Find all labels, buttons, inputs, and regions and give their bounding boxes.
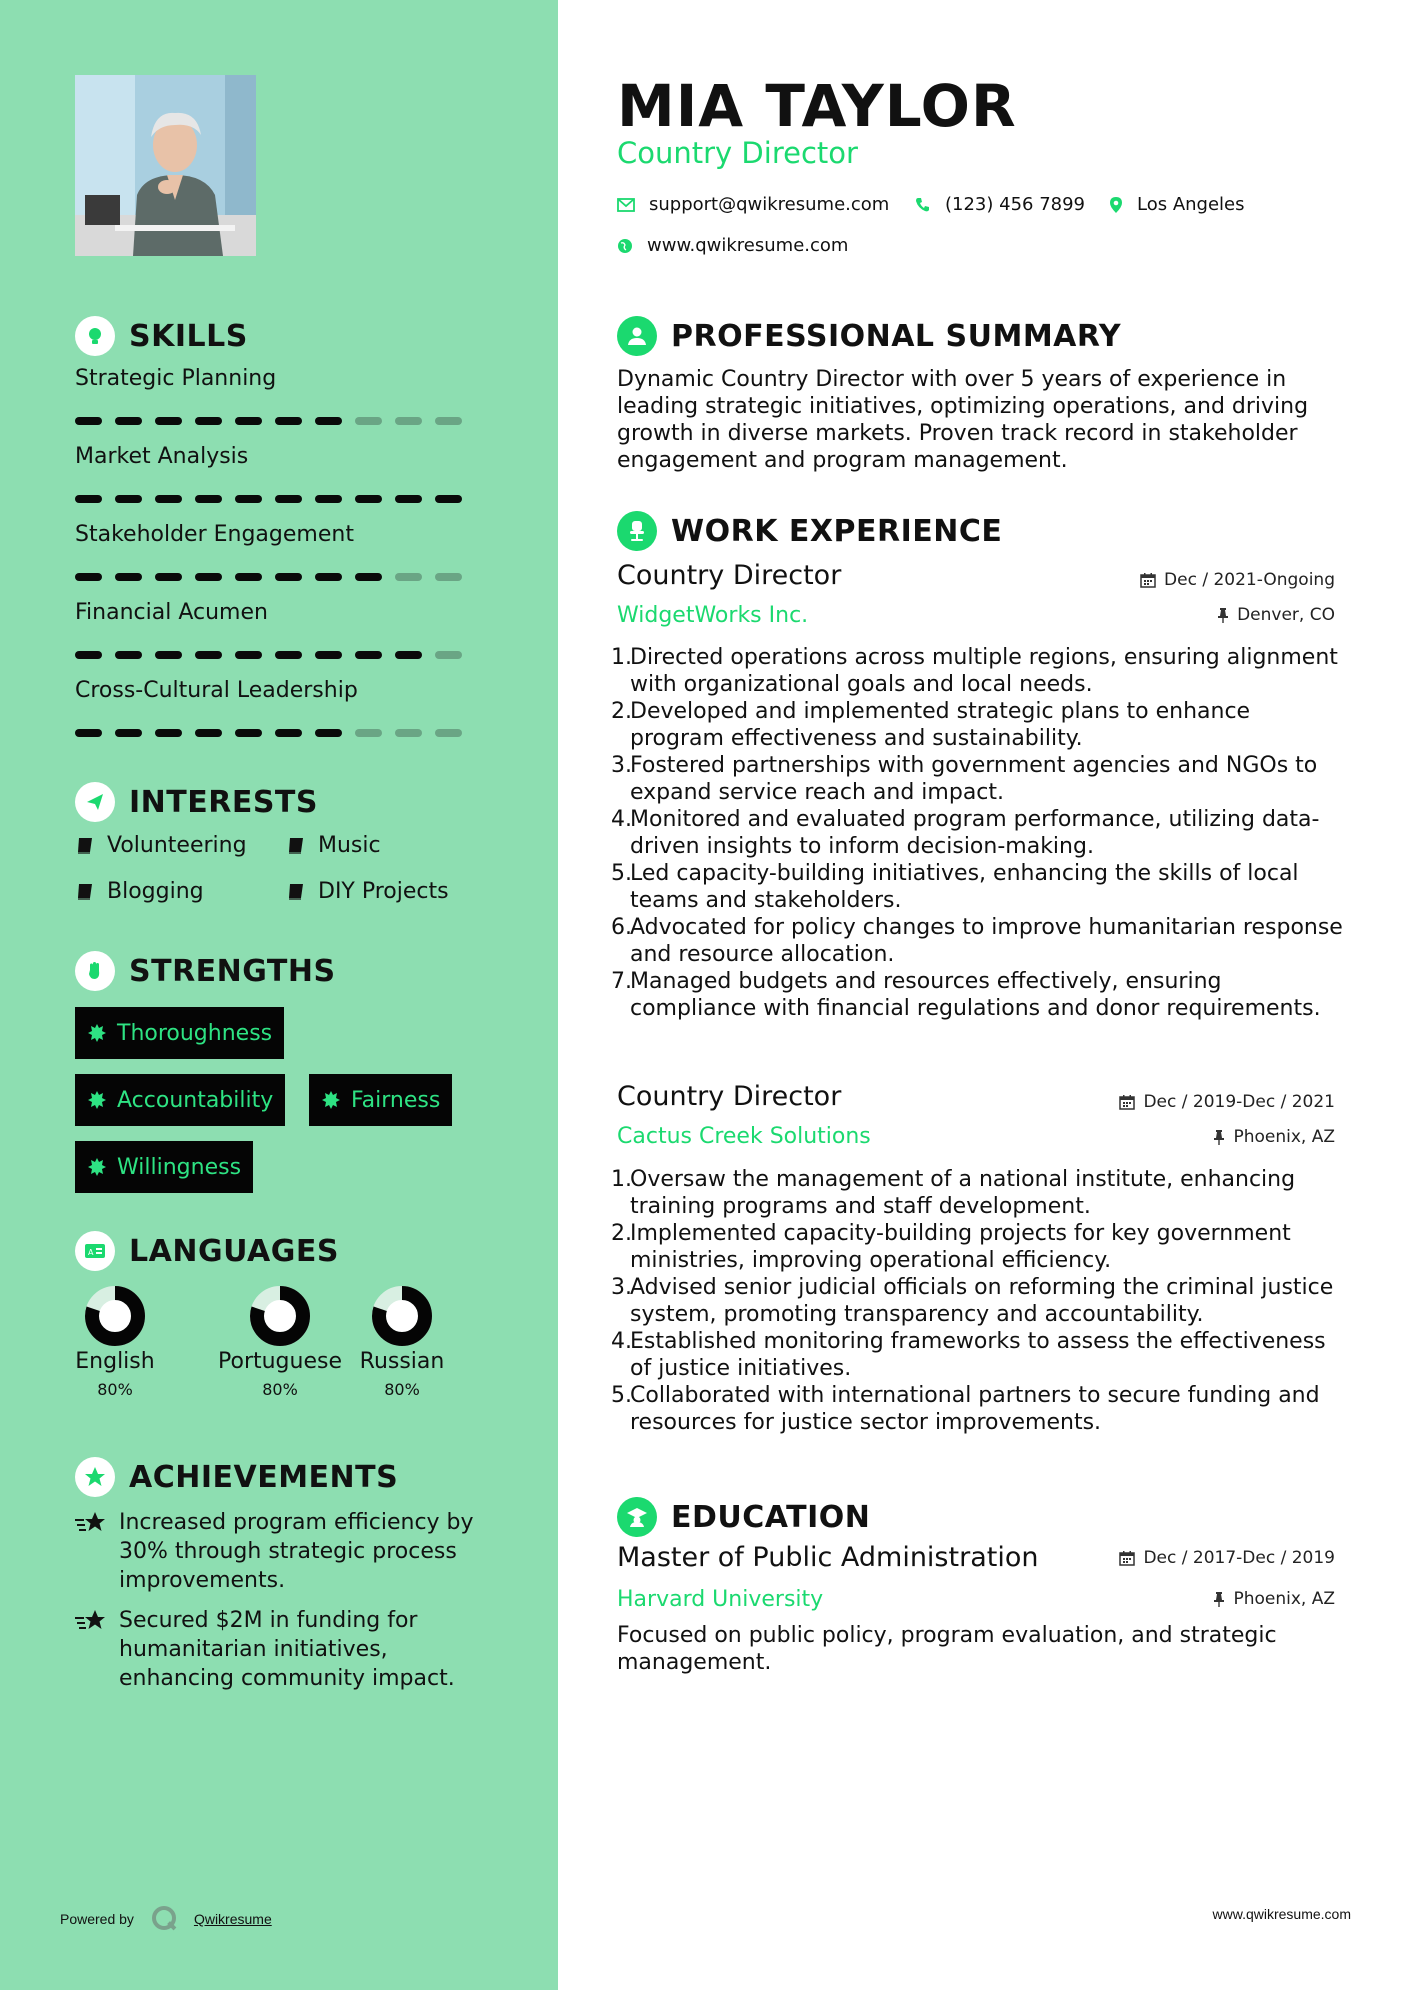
skill-bar xyxy=(75,729,462,737)
badge-icon xyxy=(87,1023,107,1043)
interest-item xyxy=(286,833,381,858)
skill-segment xyxy=(395,417,422,425)
skill-segment xyxy=(435,495,462,503)
skill-segment xyxy=(395,573,422,581)
powered-by xyxy=(60,1904,272,1934)
skill-segment xyxy=(155,417,182,425)
skill-segment xyxy=(115,651,142,659)
job-bullet-text: Managed budgets and resources effectively, ensuring compliance with financial regulations and donor requirements. xyxy=(630,969,1321,1021)
skill-bar xyxy=(75,495,462,503)
job-bullet: 3. Fostered partnerships with government agencies and NGOs to expand service reach and impact. xyxy=(617,752,1347,806)
strength-badge xyxy=(75,1141,253,1193)
languages-title: LANGUAGES xyxy=(129,1233,339,1269)
skill-segment xyxy=(275,651,302,659)
contact-phone xyxy=(915,194,1085,215)
skill-segment xyxy=(315,417,342,425)
education-heading xyxy=(617,1497,870,1537)
skill-bar xyxy=(75,417,462,425)
job-title: Country Director xyxy=(617,1081,842,1112)
skill-segment xyxy=(355,495,382,503)
skill-segment xyxy=(395,495,422,503)
job-bullet-text: Established monitoring frameworks to assess the effectiveness of justice initiatives. xyxy=(630,1329,1326,1381)
language-name: English xyxy=(75,1349,155,1374)
candidate-role: Country Director xyxy=(617,136,858,170)
skill-segment xyxy=(275,573,302,581)
achievements-heading xyxy=(75,1457,398,1497)
book-icon xyxy=(286,882,306,902)
interest-item xyxy=(286,879,449,904)
strengths-title: STRENGTHS xyxy=(129,953,336,989)
calendar-icon xyxy=(1119,1550,1135,1566)
map-pin-icon xyxy=(1109,196,1123,214)
summary-title: PROFESSIONAL SUMMARY xyxy=(671,318,1122,354)
skills-title: SKILLS xyxy=(129,318,248,354)
interests-title: INTERESTS xyxy=(129,784,318,820)
skill-segment xyxy=(75,573,102,581)
skill-segment xyxy=(75,651,102,659)
pushpin-icon xyxy=(1217,607,1229,623)
phone-text: (123) 456 7899 xyxy=(945,194,1086,215)
job-bullet: 4. Monitored and evaluated program performance, utilizing data-driven insights to inform decision-making. xyxy=(617,806,1347,860)
skill-bar xyxy=(75,651,462,659)
achievement-text: Increased program efficiency by 30% through strategic process improvements. xyxy=(119,1510,474,1593)
interest-label: DIY Projects xyxy=(318,879,449,904)
hand-icon xyxy=(75,951,115,991)
skill-segment xyxy=(235,573,262,581)
job-location xyxy=(1217,605,1335,625)
badge-icon xyxy=(321,1090,341,1110)
skill-label: Market Analysis xyxy=(75,444,249,469)
email-text: support@qwikresume.com xyxy=(649,194,890,215)
contact-email xyxy=(617,194,889,215)
skill-segment xyxy=(275,495,302,503)
strength-label: Willingness xyxy=(117,1154,242,1180)
qwikresume-logo-icon xyxy=(150,1904,180,1934)
skill-label: Cross-Cultural Leadership xyxy=(75,678,358,703)
graduate-icon xyxy=(617,1497,657,1537)
education-school: Harvard University xyxy=(617,1587,824,1612)
shooting-star-icon xyxy=(75,1608,107,1634)
language-name: Portuguese xyxy=(218,1349,342,1374)
achievement-item xyxy=(75,1508,505,1595)
skill-bar xyxy=(75,573,462,581)
skill-segment xyxy=(235,651,262,659)
job-company: Cactus Creek Solutions xyxy=(617,1124,871,1149)
skill-segment xyxy=(355,573,382,581)
badge-icon xyxy=(87,1090,107,1110)
strength-badge xyxy=(309,1074,452,1126)
job-location-text: Phoenix, AZ xyxy=(1233,1127,1335,1147)
skill-segment xyxy=(195,651,222,659)
svg-text:A: A xyxy=(88,1248,94,1257)
strength-label: Fairness xyxy=(351,1087,441,1113)
skill-segment xyxy=(315,573,342,581)
education-location xyxy=(1213,1589,1335,1609)
skill-segment xyxy=(435,573,462,581)
language-item xyxy=(352,1283,452,1399)
skill-segment xyxy=(315,651,342,659)
language-icon xyxy=(75,1231,115,1271)
job-bullet: 3. Advised senior judicial officials on reforming the criminal justice system, promoting transparency and accountability. xyxy=(617,1274,1347,1328)
strengths-heading xyxy=(75,951,336,991)
language-name: Russian xyxy=(359,1349,445,1374)
pushpin-icon xyxy=(1213,1129,1225,1145)
skill-segment xyxy=(355,417,382,425)
star-icon xyxy=(75,1457,115,1497)
skill-segment xyxy=(155,495,182,503)
language-ring xyxy=(369,1283,435,1349)
job-location xyxy=(1213,1127,1335,1147)
education-title: EDUCATION xyxy=(671,1499,871,1535)
job-bullet-text: Advocated for policy changes to improve humanitarian response and resource allocation. xyxy=(630,915,1343,967)
education-description: Focused on public policy, program evaluation, and strategic management. xyxy=(617,1623,1277,1675)
shooting-star-icon xyxy=(75,1510,107,1536)
interest-label: Blogging xyxy=(107,879,204,904)
calendar-icon xyxy=(1119,1094,1135,1110)
job-bullet-text: Fostered partnerships with government agencies and NGOs to expand service reach and impact. xyxy=(630,753,1318,805)
skill-segment xyxy=(195,495,222,503)
job-bullet: 1. Directed operations across multiple regions, ensuring alignment with organizational goals and local needs. xyxy=(617,644,1347,698)
skill-segment xyxy=(195,729,222,737)
job-bullet-text: Oversaw the management of a national institute, enhancing training programs and staff development. xyxy=(630,1167,1296,1219)
skill-segment xyxy=(275,729,302,737)
pushpin-icon xyxy=(1213,1591,1225,1607)
language-percent: 80% xyxy=(384,1380,420,1399)
experience-heading xyxy=(617,511,1002,551)
website-text: www.qwikresume.com xyxy=(647,235,849,256)
job-location-text: Denver, CO xyxy=(1237,605,1335,625)
experience-title: WORK EXPERIENCE xyxy=(671,513,1003,549)
strength-badge xyxy=(75,1007,284,1059)
job-bullet: 2. Developed and implemented strategic plans to enhance program effectiveness and sustainability. xyxy=(617,698,1347,752)
job-bullet-text: Collaborated with international partners to secure funding and resources for justice sector improvements. xyxy=(630,1383,1320,1435)
job-bullet-list xyxy=(611,1166,1347,1436)
skill-segment xyxy=(235,495,262,503)
job-bullet: 7. Managed budgets and resources effectively, ensuring compliance with financial regulations and donor requirements. xyxy=(617,968,1347,1022)
job-bullet-text: Led capacity-building initiatives, enhancing the skills of local teams and stakeholders. xyxy=(630,861,1299,913)
footer-website: www.qwikresume.com xyxy=(1212,1906,1351,1922)
book-icon xyxy=(75,882,95,902)
skill-segment xyxy=(75,729,102,737)
strength-badge xyxy=(75,1074,285,1126)
skill-segment xyxy=(355,651,382,659)
language-percent: 80% xyxy=(262,1380,298,1399)
education-location-text: Phoenix, AZ xyxy=(1233,1589,1335,1609)
profile-photo xyxy=(75,75,256,256)
contact-website xyxy=(617,235,848,256)
envelope-icon xyxy=(617,198,635,212)
skill-segment xyxy=(435,417,462,425)
location-text: Los Angeles xyxy=(1137,194,1245,215)
skill-segment xyxy=(435,651,462,659)
skill-segment xyxy=(115,573,142,581)
job-title: Country Director xyxy=(617,560,842,591)
globe-icon xyxy=(617,238,633,254)
skill-segment xyxy=(395,651,422,659)
job-bullet: 4. Established monitoring frameworks to assess the effectiveness of justice initiatives. xyxy=(617,1328,1347,1382)
strength-label: Thoroughness xyxy=(117,1020,273,1046)
skill-segment xyxy=(155,573,182,581)
job-bullet-text: Developed and implemented strategic plans to enhance program effectiveness and sustainability. xyxy=(630,699,1251,751)
office-chair-icon xyxy=(617,511,657,551)
strength-label: Accountability xyxy=(117,1087,274,1113)
candidate-name: MIA TAYLOR xyxy=(617,72,1017,140)
language-ring xyxy=(247,1283,313,1349)
skill-segment xyxy=(275,417,302,425)
interest-label: Music xyxy=(318,833,381,858)
skill-label: Strategic Planning xyxy=(75,366,277,391)
skills-heading xyxy=(75,316,248,356)
languages-heading xyxy=(75,1231,339,1271)
job-bullet: 5. Collaborated with international partners to secure funding and resources for justice sector improvements. xyxy=(617,1382,1347,1436)
skill-segment xyxy=(195,417,222,425)
book-icon xyxy=(286,836,306,856)
job-date-text: Dec / 2021-Ongoing xyxy=(1164,570,1335,590)
summary-heading xyxy=(617,316,1121,356)
skill-segment xyxy=(315,729,342,737)
job-bullet-list xyxy=(611,644,1347,1022)
skill-label: Financial Acumen xyxy=(75,600,268,625)
job-bullet-text: Monitored and evaluated program performance, utilizing data-driven insights to inform decision-making. xyxy=(630,807,1320,859)
job-company: WidgetWorks Inc. xyxy=(617,603,809,628)
language-ring xyxy=(82,1283,148,1349)
skill-segment xyxy=(75,495,102,503)
skill-segment xyxy=(115,729,142,737)
powered-by-label: Powered by xyxy=(60,1911,134,1927)
profile-photo-image xyxy=(75,75,256,256)
qwikresume-link[interactable]: Qwikresume xyxy=(193,1911,272,1927)
achievement-text: Secured $2M in funding for humanitarian initiatives, enhancing community impact. xyxy=(119,1608,455,1691)
job-date xyxy=(1140,570,1335,590)
skill-segment xyxy=(435,729,462,737)
job-bullet-text: Implemented capacity-building projects for key government ministries, improving operational efficiency. xyxy=(630,1221,1291,1273)
interest-item xyxy=(75,879,204,904)
education-degree: Master of Public Administration xyxy=(617,1542,1039,1573)
skill-segment xyxy=(115,495,142,503)
education-date xyxy=(1119,1548,1335,1568)
skill-segment xyxy=(155,651,182,659)
job-bullet-text: Advised senior judicial officials on reforming the criminal justice system, promoting transparency and accountability. xyxy=(630,1275,1334,1327)
lightbulb-icon xyxy=(75,316,115,356)
skill-label: Stakeholder Engagement xyxy=(75,522,354,547)
skill-segment xyxy=(235,417,262,425)
skill-segment xyxy=(75,417,102,425)
skill-segment xyxy=(195,573,222,581)
language-percent: 80% xyxy=(97,1380,133,1399)
skill-segment xyxy=(315,495,342,503)
education-date-text: Dec / 2017-Dec / 2019 xyxy=(1143,1548,1335,1568)
skill-segment xyxy=(235,729,262,737)
summary-text: Dynamic Country Director with over 5 years of experience in leading strategic initiatives, optimizing operations, and driving growth in diverse markets. Proven track record in stakeholder engagement and program management. xyxy=(617,367,1309,473)
job-bullet: 1. Oversaw the management of a national institute, enhancing training programs and staff development. xyxy=(617,1166,1347,1220)
paper-plane-icon xyxy=(75,782,115,822)
interest-label: Volunteering xyxy=(107,833,247,858)
badge-icon xyxy=(87,1157,107,1177)
skill-segment xyxy=(115,417,142,425)
interests-heading xyxy=(75,782,318,822)
skill-segment xyxy=(355,729,382,737)
job-bullet: 5. Led capacity-building initiatives, enhancing the skills of local teams and stakeholders. xyxy=(617,860,1347,914)
book-icon xyxy=(75,836,95,856)
contact-location xyxy=(1109,194,1245,215)
language-item xyxy=(70,1283,160,1399)
main-content xyxy=(558,0,1407,1990)
language-item xyxy=(213,1283,347,1399)
achievements-title: ACHIEVEMENTS xyxy=(129,1459,399,1495)
skill-segment xyxy=(155,729,182,737)
phone-icon xyxy=(915,197,931,213)
calendar-icon xyxy=(1140,572,1156,588)
job-bullet-text: Directed operations across multiple regions, ensuring alignment with organizational goals and local needs. xyxy=(630,645,1338,697)
achievement-item xyxy=(75,1606,505,1693)
sidebar xyxy=(0,0,558,1990)
job-bullet: 2. Implemented capacity-building projects for key government ministries, improving operational efficiency. xyxy=(617,1220,1347,1274)
interest-item xyxy=(75,833,247,858)
user-icon xyxy=(617,316,657,356)
job-date-text: Dec / 2019-Dec / 2021 xyxy=(1143,1092,1335,1112)
job-date xyxy=(1119,1092,1335,1112)
job-bullet: 6. Advocated for policy changes to improve humanitarian response and resource allocation. xyxy=(617,914,1347,968)
skill-segment xyxy=(395,729,422,737)
